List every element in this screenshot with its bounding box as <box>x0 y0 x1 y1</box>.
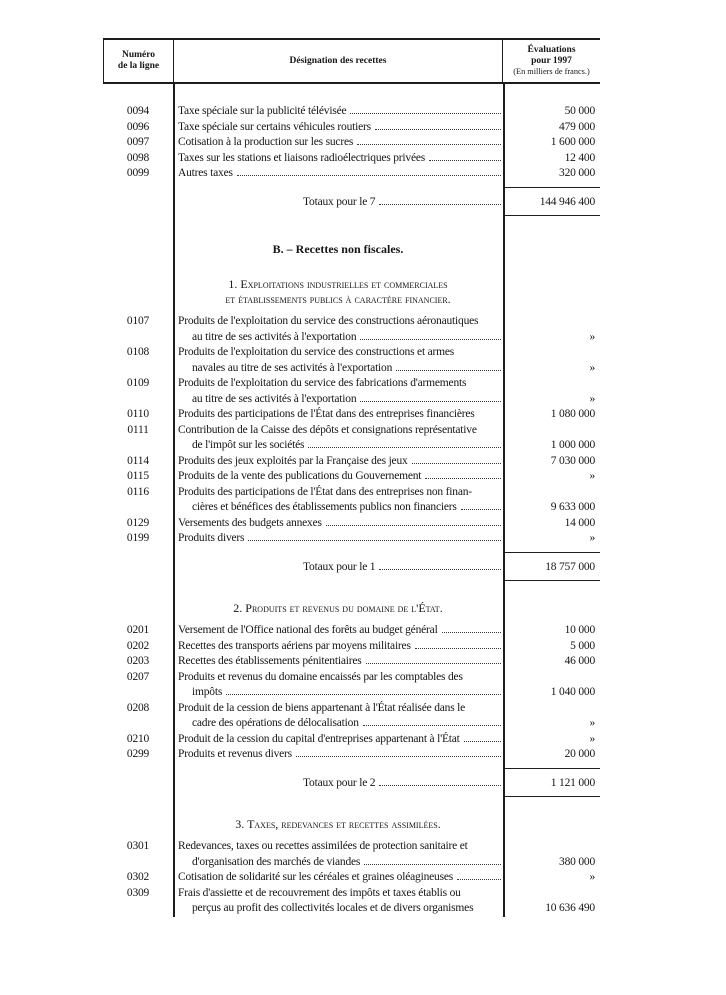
subsection-line: et établissements publics à caractère financier. <box>225 292 451 306</box>
designation-cell <box>173 670 503 701</box>
table-row <box>103 701 600 732</box>
line-number: 0302 <box>126 871 150 883</box>
table-row <box>103 314 600 345</box>
designation-cell <box>173 120 503 136</box>
designation-text: de l'impôt sur les sociétés <box>192 439 305 451</box>
dot-leader <box>375 129 501 130</box>
subsection-line: 1. Exploitations industrielles et commerciales <box>228 277 448 291</box>
subsection-heading <box>173 817 503 832</box>
header-designation-label: Désignation des recettes <box>289 55 387 66</box>
designation-line <box>178 345 502 361</box>
table-row <box>103 469 600 485</box>
value-cell <box>503 135 600 151</box>
designation-line <box>178 500 502 516</box>
table-row <box>103 670 600 701</box>
designation-line <box>178 454 502 470</box>
table-row <box>103 639 600 655</box>
value-cell <box>503 886 600 917</box>
value-cell <box>503 623 600 639</box>
designation-text: au titre de ses activités à l'exportation <box>192 330 357 343</box>
designation-text: Cotisation de solidarité sur les céréales et graines oléagineuses <box>178 871 454 883</box>
value-cell <box>503 423 600 454</box>
designation-text: au titre de ses activités à l'exportation <box>192 392 357 405</box>
line-number: 0199 <box>126 532 150 544</box>
total-value: 144 946 400 <box>539 195 595 208</box>
designation-cell <box>173 886 503 917</box>
total-label-cell <box>173 195 503 211</box>
table-row <box>103 120 600 136</box>
designation-line <box>178 438 502 454</box>
designation-line <box>178 701 502 717</box>
table-row <box>103 485 600 516</box>
designation-cell <box>173 104 503 120</box>
total-spacer <box>103 195 173 211</box>
designation-cell <box>173 151 503 167</box>
dot-leader <box>396 370 501 371</box>
designation-text: Produits de la vente des publications du Gouvernement <box>178 470 422 482</box>
value-cell <box>503 407 600 423</box>
designation-cell <box>173 516 503 532</box>
value-text: » <box>589 871 595 883</box>
designation-line <box>178 516 502 532</box>
dot-leader <box>237 175 501 176</box>
designation-line <box>178 654 502 670</box>
table-row <box>103 104 600 120</box>
value-cell <box>503 151 600 167</box>
designation-line <box>178 151 502 167</box>
value-text: 380 000 <box>559 855 595 868</box>
total-row <box>103 553 600 581</box>
value-cell <box>503 732 600 748</box>
header-evaluations-l2: pour 1997 <box>531 56 572 66</box>
designation-text: Taxes sur les stations et liaisons radioélectriques privées <box>178 151 426 164</box>
designation-line <box>178 639 502 655</box>
total-rule-bottom <box>503 796 600 797</box>
designation-text: Produits des participations de l'État dans des entreprises non finan- <box>178 485 472 498</box>
value-text: » <box>589 470 595 482</box>
dot-leader <box>363 725 501 726</box>
designation-line <box>178 531 502 547</box>
value-text: 10 000 <box>564 624 595 636</box>
designation-text: cadre des opérations de délocalisation <box>192 717 359 729</box>
value-text: 10 636 490 <box>545 902 595 914</box>
designation-cell <box>173 531 503 547</box>
dot-leader <box>326 525 501 526</box>
designation-line <box>178 314 502 330</box>
value-cell <box>503 120 600 136</box>
designation-line <box>178 901 502 917</box>
value-cell <box>503 531 600 547</box>
designation-line <box>178 747 502 763</box>
value-cell <box>503 747 600 763</box>
value-cell <box>503 469 600 485</box>
designation-line <box>178 485 502 501</box>
value-text: 20 000 <box>564 748 595 760</box>
designation-cell <box>173 485 503 516</box>
designation-text: Produit de la cession de biens appartenant à l'État réalisée dans le <box>178 701 466 714</box>
dot-leader <box>379 785 501 786</box>
designation-line <box>178 166 502 182</box>
designation-cell <box>173 639 503 655</box>
line-number: 0109 <box>126 377 150 389</box>
total-block <box>103 552 600 582</box>
total-rule-bottom <box>503 215 600 216</box>
designation-cell <box>173 839 503 870</box>
value-cell <box>503 701 600 732</box>
value-text: 9 633 000 <box>550 501 595 513</box>
table-row <box>103 454 600 470</box>
dot-leader <box>464 741 501 742</box>
line-number: 0299 <box>126 748 150 760</box>
value-text: 46 000 <box>564 655 595 667</box>
designation-text: Produits divers <box>178 532 245 544</box>
designation-line <box>178 135 502 151</box>
value-cell <box>503 870 600 886</box>
designation-line <box>178 870 502 886</box>
value-text: 5 000 <box>570 639 595 652</box>
value-text: 14 000 <box>564 516 595 529</box>
designation-text: d'organisation des marchés de viandes <box>192 855 361 868</box>
designation-cell <box>173 345 503 376</box>
table-row <box>103 407 600 423</box>
dot-leader <box>429 160 501 161</box>
designation-cell <box>173 469 503 485</box>
dot-leader <box>442 632 501 633</box>
designation-text: navales au titre de ses activités à l'exportation <box>192 361 393 374</box>
line-number: 0208 <box>126 701 150 714</box>
total-label: Totaux pour le 7 <box>303 195 376 208</box>
dot-leader <box>412 463 501 464</box>
total-label-cell <box>173 560 503 576</box>
designation-line <box>178 623 502 639</box>
designation-text: Versement de l'Office national des forêts au budget général <box>178 624 438 636</box>
total-block <box>103 768 600 798</box>
value-cell <box>503 485 600 516</box>
line-number: 0201 <box>126 624 150 636</box>
column-divider-1 <box>173 84 175 917</box>
designation-text: Cotisation à la production sur les sucres <box>178 136 354 148</box>
designation-line <box>178 120 502 136</box>
line-number: 0111 <box>127 423 149 436</box>
designation-cell <box>173 870 503 886</box>
dot-leader <box>364 864 501 865</box>
designation-text: Taxe spéciale sur certains véhicules routiers <box>178 120 371 133</box>
total-block <box>103 187 600 217</box>
total-value-cell <box>503 776 600 792</box>
total-spacer <box>103 776 173 792</box>
header-designation <box>174 40 503 82</box>
value-text: » <box>589 532 595 544</box>
table-row <box>103 376 600 407</box>
designation-text: perçus au profit des collectivités locales et de divers organismes <box>192 902 474 914</box>
header-line-number <box>104 40 174 82</box>
table-row <box>103 166 600 182</box>
designation-text: Produits des jeux exploités par la Française des jeux <box>178 454 408 467</box>
value-text: 7 030 000 <box>550 454 595 467</box>
dot-leader <box>248 540 501 541</box>
header-evaluations-unit: (En milliers de francs.) <box>513 67 590 76</box>
line-number: 0202 <box>126 639 150 652</box>
table-row <box>103 345 600 376</box>
designation-cell <box>173 166 503 182</box>
subsection-line: 2. Produits et revenus du domaine de l'État. <box>233 601 443 615</box>
line-number: 0099 <box>126 167 150 179</box>
value-text: 479 000 <box>559 120 595 133</box>
table-row <box>103 516 600 532</box>
value-text: 50 000 <box>564 105 595 117</box>
value-cell <box>503 345 600 376</box>
value-text: 1 000 000 <box>550 439 595 451</box>
dot-leader <box>308 447 501 448</box>
designation-line <box>178 423 502 439</box>
designation-line <box>178 716 502 732</box>
designation-text: Contribution de la Caisse des dépôts et consignations représentative <box>178 423 477 436</box>
dot-leader <box>296 756 501 757</box>
line-number: 0116 <box>127 485 149 498</box>
total-rule-bottom <box>503 580 600 581</box>
table-row <box>103 623 600 639</box>
total-label-cell <box>173 776 503 792</box>
table-row <box>103 839 600 870</box>
value-text: 1 040 000 <box>550 686 595 698</box>
revenue-table <box>103 38 600 917</box>
value-text: 1 600 000 <box>550 136 595 148</box>
dot-leader <box>350 113 501 114</box>
line-number: 0110 <box>127 408 149 420</box>
line-number: 0309 <box>126 886 150 899</box>
value-cell <box>503 314 600 345</box>
header-line-number-l1: Numéro <box>121 50 156 60</box>
designation-cell <box>173 732 503 748</box>
line-number: 0115 <box>127 470 149 482</box>
designation-line <box>178 839 502 855</box>
designation-text: Produits de l'exploitation du service des fabrications d'armements <box>178 377 467 389</box>
table-body <box>103 84 600 917</box>
designation-cell <box>173 454 503 470</box>
dot-leader <box>425 478 501 479</box>
designation-line <box>178 376 502 392</box>
designation-text: Redevances, taxes ou recettes assimilées de protection sanitaire et <box>178 840 468 852</box>
total-value: 18 757 000 <box>545 560 595 573</box>
designation-text: Produits de l'exploitation du service des constructions et armes <box>178 346 455 358</box>
value-cell <box>503 454 600 470</box>
total-spacer <box>103 560 173 576</box>
table-row <box>103 870 600 886</box>
designation-cell <box>173 314 503 345</box>
designation-text: impôts <box>192 686 223 698</box>
table-row <box>103 654 600 670</box>
designation-line <box>178 392 502 408</box>
value-cell <box>503 639 600 655</box>
line-number: 0094 <box>126 105 150 117</box>
dot-leader <box>360 339 501 340</box>
header-line-number-l2: de la ligne <box>117 61 160 71</box>
value-cell <box>503 839 600 870</box>
designation-cell <box>173 701 503 732</box>
dot-leader <box>379 569 501 570</box>
designation-line <box>178 855 502 871</box>
designation-text: cières et bénéfices des établissements publics non financiers <box>192 501 457 513</box>
designation-text: Taxe spéciale sur la publicité télévisée <box>178 105 347 117</box>
value-text: 320 000 <box>559 167 595 179</box>
line-number: 0210 <box>126 732 150 745</box>
table-row <box>103 732 600 748</box>
designation-cell <box>173 376 503 407</box>
total-value-cell <box>503 560 600 576</box>
designation-text: Produits et revenus divers <box>178 748 292 760</box>
value-text: » <box>589 392 595 405</box>
total-row <box>103 769 600 797</box>
designation-line <box>178 407 502 423</box>
line-number: 0097 <box>126 136 150 148</box>
designation-line <box>178 330 502 346</box>
total-row <box>103 188 600 216</box>
designation-text: Produits et revenus du domaine encaissés par les comptables des <box>178 670 463 683</box>
section-heading: B. – Recettes non fiscales. <box>272 242 404 256</box>
column-divider-2 <box>503 84 505 917</box>
line-number: 0108 <box>126 346 150 358</box>
table-row <box>103 747 600 763</box>
table-row <box>103 151 600 167</box>
dot-leader <box>457 879 501 880</box>
line-number: 0107 <box>126 315 150 327</box>
value-text: 12 400 <box>564 151 595 164</box>
value-cell <box>503 104 600 120</box>
designation-cell <box>173 747 503 763</box>
value-cell <box>503 166 600 182</box>
designation-line <box>178 361 502 377</box>
line-number: 0096 <box>126 120 150 133</box>
table-row <box>103 135 600 151</box>
dot-leader <box>415 648 501 649</box>
value-cell <box>503 516 600 532</box>
dot-leader <box>461 509 501 510</box>
value-text: » <box>589 330 595 343</box>
designation-cell <box>173 135 503 151</box>
header-evaluations-l1: Évaluations <box>527 45 576 55</box>
line-number: 0301 <box>126 840 150 852</box>
table-row <box>103 423 600 454</box>
designation-line <box>178 886 502 902</box>
table-header <box>103 38 600 84</box>
subsection-heading <box>173 277 503 307</box>
designation-cell <box>173 623 503 639</box>
designation-text: Frais d'assiette et de recouvrement des impôts et taxes établis ou <box>178 886 461 899</box>
line-number: 0114 <box>127 454 149 467</box>
designation-text: Recettes des transports aériens par moyens militaires <box>178 639 411 652</box>
dot-leader <box>226 694 501 695</box>
total-label: Totaux pour le 1 <box>303 560 376 573</box>
dot-leader <box>357 144 501 145</box>
table-row <box>103 886 600 917</box>
designation-cell <box>173 423 503 454</box>
designation-line <box>178 469 502 485</box>
designation-line <box>178 670 502 686</box>
designation-text: Autres taxes <box>178 167 233 179</box>
value-text: » <box>589 732 595 745</box>
value-text: » <box>589 361 595 374</box>
value-cell <box>503 670 600 701</box>
designation-cell <box>173 407 503 423</box>
dot-leader <box>366 663 501 664</box>
value-text: » <box>589 717 595 729</box>
dot-leader <box>379 204 501 205</box>
subsection-heading <box>173 601 503 616</box>
subsection-line: 3. Taxes, redevances et recettes assimilées. <box>235 817 441 831</box>
line-number: 0207 <box>126 670 150 683</box>
line-number: 0098 <box>126 151 150 164</box>
line-number: 0129 <box>126 516 150 529</box>
total-value: 1 121 000 <box>550 776 595 789</box>
designation-text: Versements des budgets annexes <box>178 516 322 529</box>
line-number: 0203 <box>126 655 150 667</box>
value-cell <box>503 376 600 407</box>
total-value-cell <box>503 195 600 211</box>
total-label: Totaux pour le 2 <box>303 776 376 789</box>
designation-text: Produits de l'exploitation du service des constructions aéronautiques <box>178 315 479 327</box>
designation-text: Recettes des établissements pénitentiaires <box>178 655 362 667</box>
designation-cell <box>173 654 503 670</box>
table-row <box>103 531 600 547</box>
designation-text: Produit de la cession du capital d'entreprises appartenant à l'État <box>178 732 460 745</box>
designation-text: Produits des participations de l'État dans des entreprises financières <box>178 408 475 420</box>
designation-line <box>178 732 502 748</box>
header-evaluations <box>503 40 600 82</box>
designation-line <box>178 685 502 701</box>
value-text: 1 080 000 <box>550 408 595 420</box>
value-cell <box>503 654 600 670</box>
designation-line <box>178 104 502 120</box>
dot-leader <box>360 401 501 402</box>
